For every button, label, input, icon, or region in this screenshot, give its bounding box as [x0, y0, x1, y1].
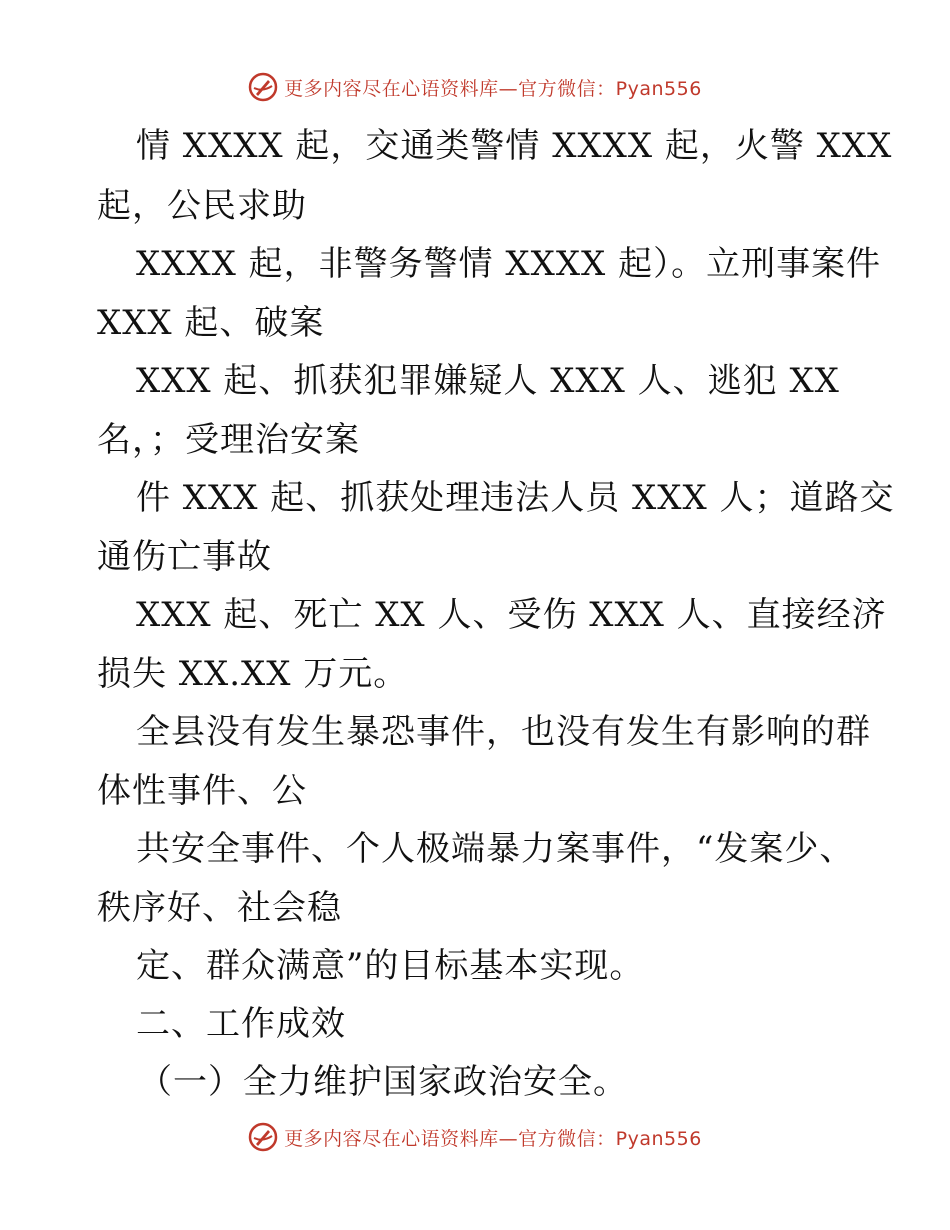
- body-line: 通伤亡事故: [97, 537, 272, 577]
- watermark-text: 更多内容尽在心语资料库—官方微信：Pyan556: [284, 77, 702, 100]
- body-line: 情 XXXX 起，交通类警情 XXXX 起，火警 XXX: [136, 126, 893, 166]
- body-line: 名，；受理治安案: [97, 420, 360, 460]
- body-line: XXX 起、抓获犯罪嫌疑人 XXX 人、逃犯 XX: [136, 361, 840, 401]
- body-line: XXXX 起，非警务警情 XXXX 起）。立刑事案件: [136, 244, 882, 284]
- body-line: 体性事件、公: [97, 771, 307, 811]
- body-line: XXX 起、死亡 XX 人、受伤 XXX 人、直接经济: [136, 595, 887, 635]
- body-line: 共安全事件、个人极端暴力案事件，“发案少、: [136, 829, 855, 869]
- body-line: 损失 XX.XX 万元。: [97, 654, 409, 694]
- body-line: 定、群众满意”的目标基本实现。: [136, 946, 645, 986]
- watermark-text: 更多内容尽在心语资料库—官方微信：Pyan556: [284, 1127, 702, 1150]
- footer-watermark: [0, 1122, 950, 1152]
- body-line: XXX 起、破案: [97, 303, 325, 343]
- body-line: 秩序好、社会稳: [97, 888, 342, 928]
- body-line: 起，公民求助: [97, 186, 307, 226]
- subsection-heading: （一）全力维护国家政治安全。: [138, 1062, 628, 1102]
- quill-logo-icon: [248, 1122, 278, 1152]
- quill-logo-icon: [248, 72, 278, 102]
- header-watermark: [0, 72, 950, 102]
- body-line: 件 XXX 起、抓获处理违法人员 XXX 人；道路交: [136, 478, 895, 518]
- body-line: 全县没有发生暴恐事件，也没有发生有影响的群: [136, 712, 871, 752]
- section-heading: 二、工作成效: [136, 1004, 346, 1044]
